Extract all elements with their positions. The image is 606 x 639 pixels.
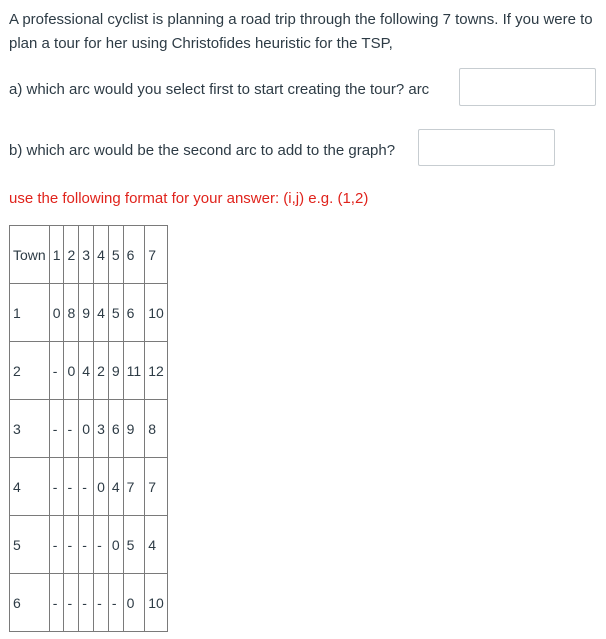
distance-cell: 8 [64, 284, 79, 342]
distance-cell: - [79, 458, 94, 516]
distance-cell: 0 [123, 574, 145, 632]
distance-cell: 6 [123, 284, 145, 342]
distance-cell: 0 [94, 458, 109, 516]
table-header-cell: 3 [79, 226, 94, 284]
distance-cell: - [64, 516, 79, 574]
distance-cell: - [49, 458, 64, 516]
distance-cell: 4 [145, 516, 168, 574]
town-label-cell: 5 [10, 516, 50, 574]
distance-cell: 9 [123, 400, 145, 458]
distance-cell: 4 [94, 284, 109, 342]
town-label-cell: 1 [10, 284, 50, 342]
distance-cell: 7 [123, 458, 145, 516]
town-label-cell: 3 [10, 400, 50, 458]
distance-cell: 4 [108, 458, 123, 516]
distance-cell: 10 [145, 284, 168, 342]
question-intro: A professional cyclist is planning a road trip through the following 7 towns. If you were to plan a tour for her using Christofides heuristic for the TSP, [9, 11, 593, 52]
distance-cell: 8 [145, 400, 168, 458]
table-row [10, 458, 168, 516]
question-part-b: b) which arc would be the second arc to add to the graph? [9, 142, 396, 159]
distance-cell: 2 [94, 342, 109, 400]
distance-cell: - [64, 458, 79, 516]
distance-cell: - [94, 516, 109, 574]
table-header-row [10, 226, 168, 284]
table-row [10, 516, 168, 574]
distance-cell: - [49, 516, 64, 574]
town-label-cell: 4 [10, 458, 50, 516]
distance-cell: - [64, 400, 79, 458]
distance-cell: 5 [108, 284, 123, 342]
distance-cell: 9 [79, 284, 94, 342]
distance-cell: - [49, 400, 64, 458]
distance-cell: 4 [79, 342, 94, 400]
table-header-cell: 1 [49, 226, 64, 284]
distance-cell: 9 [108, 342, 123, 400]
distance-cell: 5 [123, 516, 145, 574]
table-header-cell: Town [10, 226, 50, 284]
table-row [10, 400, 168, 458]
distance-cell: 7 [145, 458, 168, 516]
table-row [10, 342, 168, 400]
table-header-cell: 5 [108, 226, 123, 284]
distance-cell: - [108, 574, 123, 632]
part-a-answer-input[interactable] [459, 68, 596, 106]
table-header-cell: 7 [145, 226, 168, 284]
distance-cell: - [79, 516, 94, 574]
part-b-answer-input[interactable] [418, 129, 555, 166]
distance-cell: - [64, 574, 79, 632]
distance-cell: - [49, 574, 64, 632]
distance-cell: 10 [145, 574, 168, 632]
table-row [10, 574, 168, 632]
answer-format-note: use the following format for your answer: (i,j) e.g. (1,2) [9, 190, 369, 207]
distance-cell: - [94, 574, 109, 632]
table-header-cell: 2 [64, 226, 79, 284]
distance-cell: - [49, 342, 64, 400]
distance-cell: 0 [64, 342, 79, 400]
distance-cell: 0 [79, 400, 94, 458]
table-header-cell: 6 [123, 226, 145, 284]
distance-cell: - [79, 574, 94, 632]
distance-cell: 6 [108, 400, 123, 458]
distance-cell: 0 [108, 516, 123, 574]
distance-table [9, 225, 168, 632]
town-label-cell: 2 [10, 342, 50, 400]
town-label-cell: 6 [10, 574, 50, 632]
distance-cell: 3 [94, 400, 109, 458]
distance-cell: 0 [49, 284, 64, 342]
distance-cell: 12 [145, 342, 168, 400]
distance-cell: 11 [123, 342, 145, 400]
table-header-cell: 4 [94, 226, 109, 284]
question-part-a: a) which arc would you select first to start creating the tour? arc [9, 81, 430, 98]
table-row [10, 284, 168, 342]
